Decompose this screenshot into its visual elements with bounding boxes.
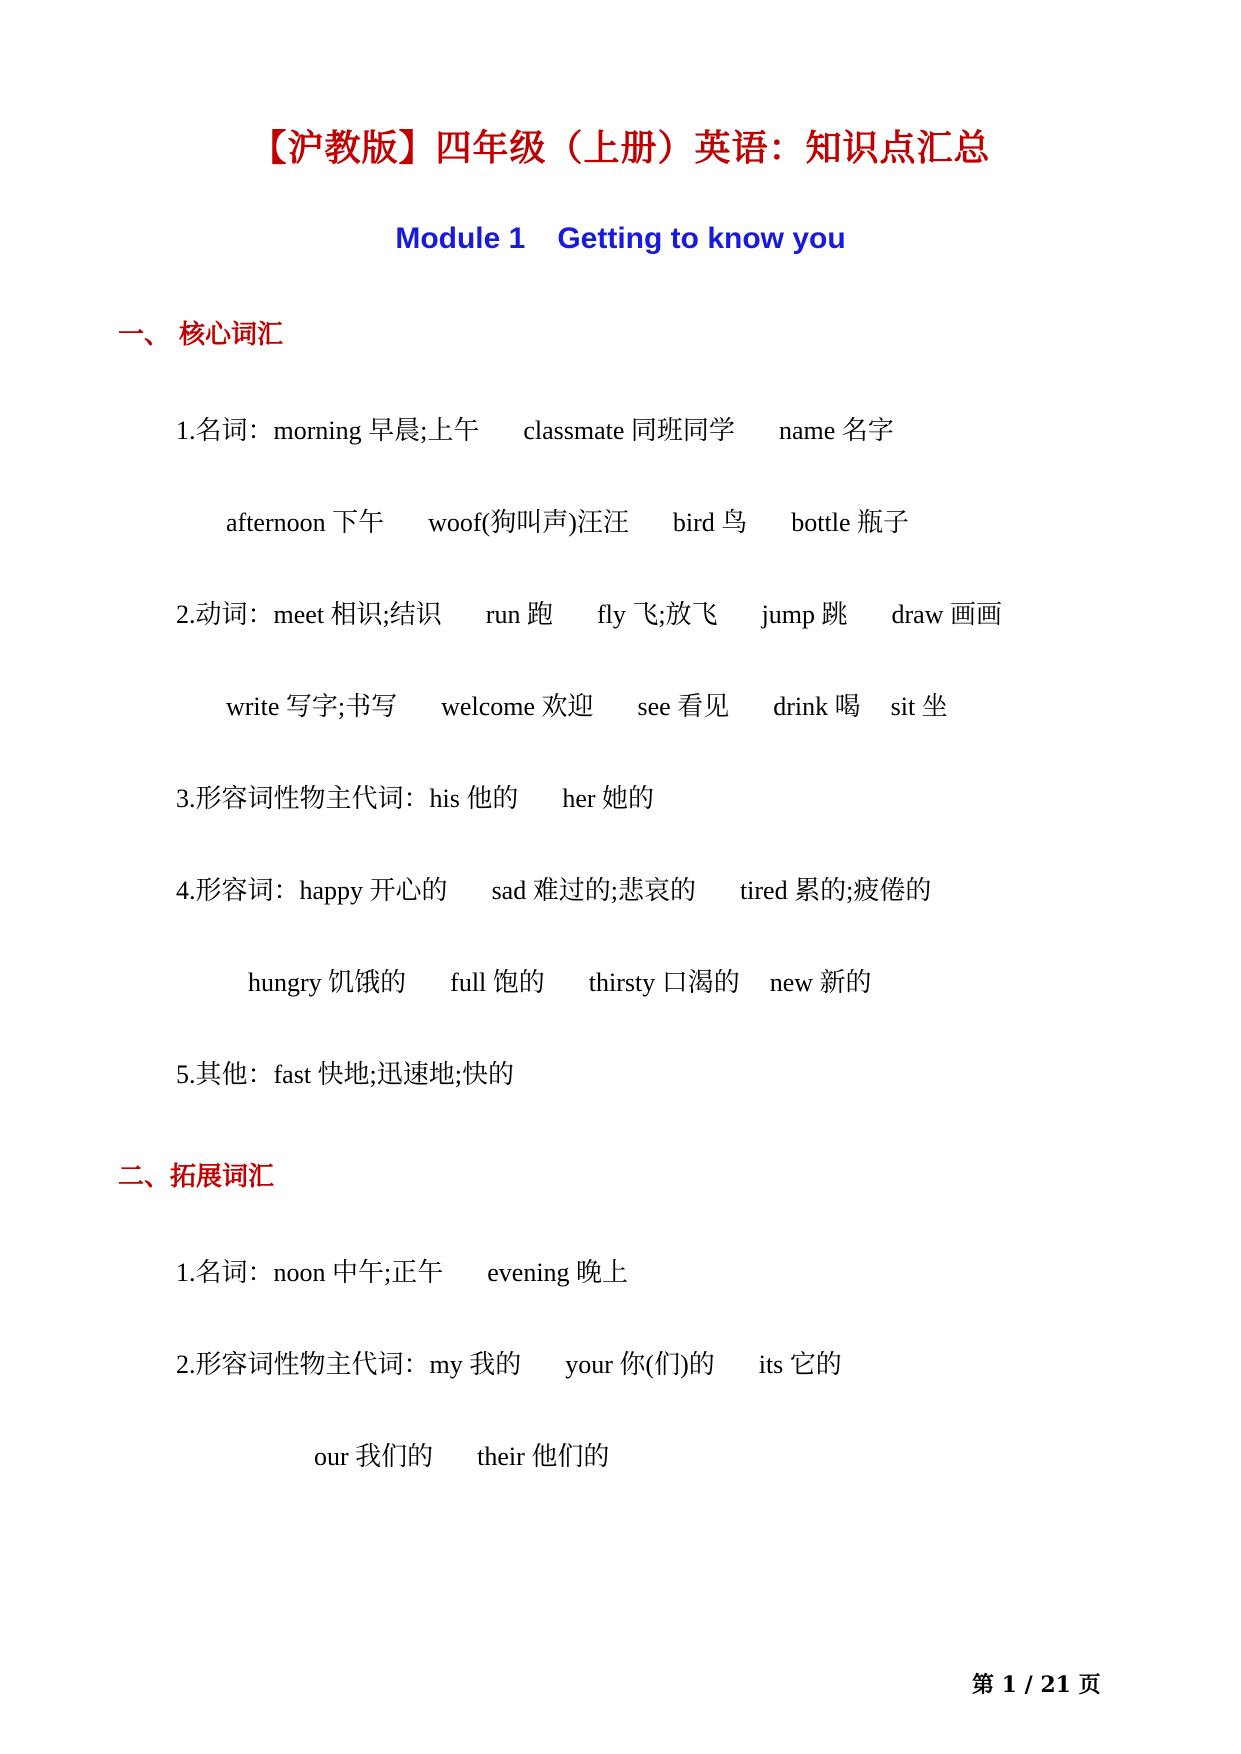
- line-prefix: 2.动词：: [176, 600, 274, 629]
- vocab-item: run 跑: [485, 600, 553, 629]
- vocab-item: our 我们的: [314, 1442, 434, 1471]
- vocab-item: your 你(们)的: [565, 1350, 715, 1379]
- vocab-item: evening 晚上: [487, 1258, 629, 1287]
- vocab-item: classmate 同班同学: [523, 416, 735, 445]
- module-name: Getting to know you: [557, 222, 846, 255]
- line-prefix: 1.名词：: [176, 1258, 274, 1287]
- vocab-item: his 他的: [429, 784, 519, 813]
- vocab-line: [176, 870, 931, 907]
- vocab-item: drink 喝: [773, 692, 861, 721]
- vocab-item: happy 开心的: [299, 876, 448, 905]
- vocab-item: draw 画画: [891, 600, 1002, 629]
- line-prefix: 5.其他：: [176, 1060, 274, 1089]
- vocab-line: [314, 1436, 609, 1473]
- vocab-item: woof(狗叫声)汪汪: [428, 508, 629, 537]
- vocab-line: [176, 1252, 628, 1289]
- vocab-item: her 她的: [562, 784, 655, 813]
- vocab-item: their 他们的: [477, 1442, 610, 1471]
- section-heading-extended-vocabulary: 二、拓展词汇: [118, 1162, 275, 1192]
- vocab-item: sit 坐: [890, 692, 948, 721]
- vocab-line: [176, 1054, 514, 1091]
- vocab-item: its 它的: [758, 1350, 842, 1379]
- vocab-item: jump 跳: [761, 600, 848, 629]
- line-prefix: 2.形容词性物主代词：: [176, 1350, 430, 1379]
- vocab-line: [248, 962, 872, 999]
- vocab-item: new 新的: [769, 968, 872, 997]
- module-title: [0, 222, 1241, 256]
- page-number: 第 1 / 21 页: [972, 1672, 1101, 1698]
- vocab-item: morning 早晨;上午: [273, 416, 480, 445]
- line-prefix: 3.形容词性物主代词：: [176, 784, 430, 813]
- vocab-line: [176, 594, 1002, 631]
- vocab-line: [176, 778, 654, 815]
- module-number: Module 1: [395, 222, 526, 255]
- vocab-item: name 名字: [778, 416, 894, 445]
- vocab-item: meet 相识;结识: [273, 600, 442, 629]
- vocab-line: [176, 1344, 842, 1381]
- vocab-item: sad 难过的;悲哀的: [491, 876, 696, 905]
- vocab-item: fly 飞;放飞: [596, 600, 718, 629]
- vocab-line: [226, 502, 909, 539]
- section-heading-core-vocabulary: 一、 核心词汇: [118, 320, 284, 350]
- vocab-item: bird 鸟: [672, 508, 748, 537]
- line-prefix: 4.形容词：: [176, 876, 300, 905]
- vocab-item: full 饱的: [450, 968, 545, 997]
- vocab-item: tired 累的;疲倦的: [739, 876, 932, 905]
- vocab-line: [226, 686, 948, 723]
- vocab-item: welcome 欢迎: [441, 692, 594, 721]
- vocab-item: bottle 瓶子: [791, 508, 909, 537]
- document-title: 【沪教版】四年级（上册）英语：知识点汇总: [250, 128, 991, 169]
- vocab-item: write 写字;书写: [226, 692, 398, 721]
- vocab-item: afternoon 下午: [226, 508, 385, 537]
- vocab-item: my 我的: [429, 1350, 522, 1379]
- vocab-item: hungry 饥饿的: [248, 968, 407, 997]
- vocab-line: [176, 410, 894, 447]
- vocab-item: thirsty 口渴的: [588, 968, 740, 997]
- vocab-item: see 看见: [637, 692, 730, 721]
- vocab-item: fast 快地;迅速地;快的: [273, 1060, 515, 1089]
- line-prefix: 1.名词：: [176, 416, 274, 445]
- vocab-item: noon 中午;正午: [273, 1258, 444, 1287]
